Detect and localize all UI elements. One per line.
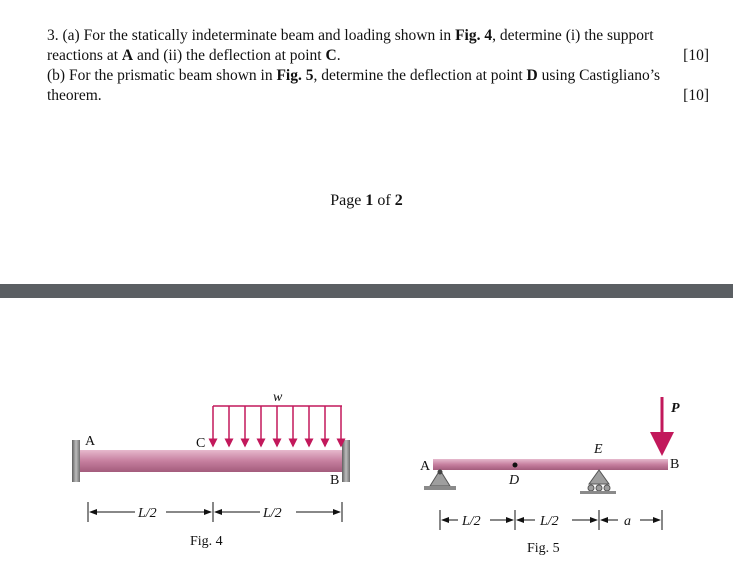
fig5-ref: Fig. 5 — [276, 67, 314, 84]
fig4-label-b: B — [330, 473, 340, 488]
q-line1-text1: 3. (a) For the statically indeterminate beam and loading shown in — [47, 27, 456, 44]
fig4-beam — [80, 450, 342, 472]
marks-b: [10] — [683, 87, 709, 104]
question-line-2 — [47, 46, 709, 66]
question-line-4 — [47, 86, 709, 106]
page-total: 2 — [394, 192, 403, 209]
fig5-dim-3: a — [624, 514, 631, 529]
fig4-dim-right: L/2 — [263, 506, 282, 521]
q-line3-text3: using Castigliano’s — [537, 67, 661, 84]
question-line-1 — [47, 26, 709, 46]
question-text — [47, 26, 709, 106]
fig5-load-label: P — [671, 401, 680, 416]
fig4-label-a: A — [85, 434, 96, 449]
page-divider — [0, 284, 733, 298]
q-line3-text2: , determine the deflection at point — [313, 67, 527, 84]
fig4-label-c: C — [196, 436, 206, 451]
fig5-beam — [433, 459, 668, 470]
q-line2-text3: . — [336, 47, 341, 64]
marks-a: [10] — [683, 47, 709, 64]
page-current: 1 — [365, 192, 374, 209]
fig5-roller-support — [580, 470, 616, 494]
page-number: Page 1 of 2 — [330, 192, 403, 209]
fig5-dim-2: L/2 — [540, 514, 559, 529]
q-line2-text1: reactions at — [47, 47, 122, 64]
point-d-ref: D — [526, 67, 538, 84]
fig5-caption: Fig. 5 — [527, 541, 560, 556]
fig5-label-a: A — [420, 459, 431, 474]
fig4-caption: Fig. 4 — [190, 534, 223, 549]
fig4-ref: Fig. 4 — [455, 27, 493, 44]
fig4-right-wall — [342, 440, 350, 482]
q-line2-text2: and (ii) the deflection at point — [133, 47, 326, 64]
q-line1-text2: , determine (i) the support — [492, 27, 654, 44]
point-c-ref: C — [325, 47, 337, 64]
fig5-dim-1: L/2 — [462, 514, 481, 529]
fig5-point-d — [513, 463, 518, 468]
fig4-left-wall — [72, 440, 80, 482]
figures — [0, 300, 733, 563]
point-a-ref: A — [121, 47, 134, 64]
fig5-label-d: D — [509, 473, 520, 488]
fig4-distributed-load — [213, 406, 342, 446]
q-line4-text1: theorem. — [47, 87, 102, 104]
fig5 — [420, 397, 680, 556]
q-line3-text1: (b) For the prismatic beam shown in — [47, 67, 277, 84]
question-line-3 — [47, 66, 709, 86]
fig4-load-label: w — [273, 390, 283, 405]
fig4-dimensions — [88, 502, 342, 522]
fig5-label-e: E — [594, 442, 603, 457]
fig5-label-b: B — [670, 457, 680, 472]
fig4 — [72, 390, 350, 549]
fig4-dim-left: L/2 — [138, 506, 157, 521]
